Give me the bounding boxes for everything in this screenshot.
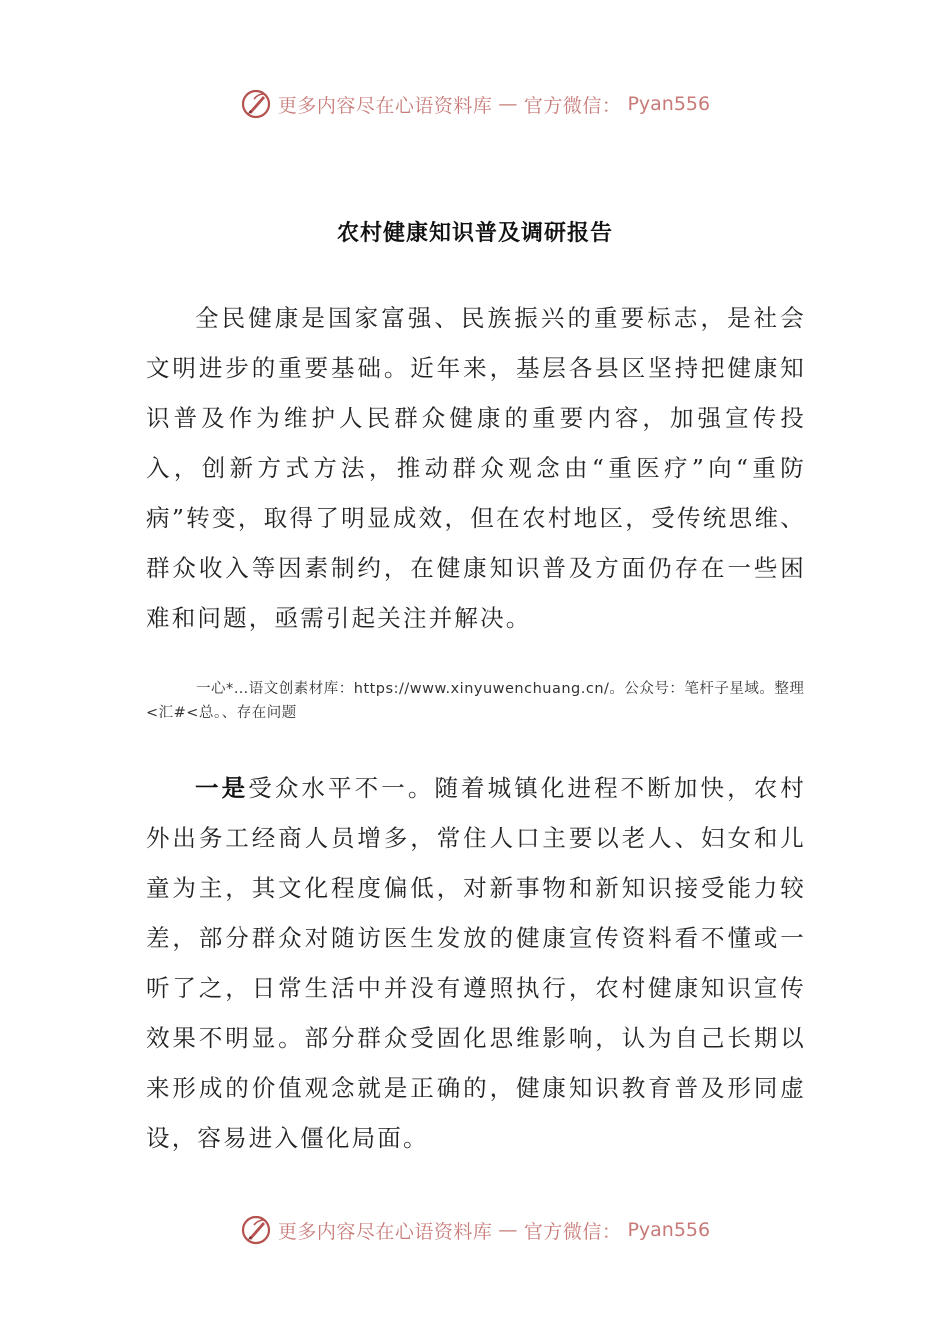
source-note: 一心*…语文创素材库：https://www.xinyuwenchuang.cn/。公众号：笔杆子星域。整理<汇#<总。、存在问题 [146,681,805,721]
header-watermark-banner [0,84,950,124]
watermark-wechat-label: 官方微信： [523,1220,622,1243]
intro-paragraph: 全民健康是国家富强、民族振兴的重要标志，是社会文明进步的重要基础。近年来，基层各县区坚持把健康知识普及作为维护人民群众健康的重要内容，加强宣传投入，创新方式方法，推动群众观念由“重医疗”向“重防病”转变，取得了明显成效，但在农村地区，受传统思维、群众收入等因素制约，在健康知识普及方面仍存在一些困难和问题，亟需引起关注并解决。 [146,304,806,632]
quill-pen-logo-icon [240,88,272,120]
point-one-body: 受众水平不一。随着城镇化进程不断加快，农村外出务工经商人员增多，常住人口主要以老人、妇女和儿童为主，其文化程度偏低，对新事物和新知识接受能力较差，部分群众对随访医生发放的健康宣传资料看不懂或一听了之，日常生活中并没有遵照执行，农村健康知识宣传效果不明显。部分群众受固化思维影响，认为自己长期以来形成的价值观念就是正确的，健康知识教育普及形同虚设，容易进入僵化局面。 [146,774,807,1152]
footer-watermark-banner [0,1210,950,1250]
point-one-paragraph [146,763,806,1163]
watermark-wechat-label: 官方微信： [523,94,622,117]
watermark-site-name: 更多内容尽在心语资料库 [277,1220,493,1243]
quill-pen-logo-icon [240,1214,272,1246]
watermark-dash: — [498,1219,518,1241]
watermark-dash: — [498,93,518,115]
point-one-lead: 一是 [195,774,249,802]
document-title: 农村健康知识普及调研报告 [336,220,613,246]
watermark-site-name: 更多内容尽在心语资料库 [277,94,493,117]
watermark-wechat-id: Pyan556 [627,1219,711,1241]
watermark-wechat-id: Pyan556 [627,93,711,115]
